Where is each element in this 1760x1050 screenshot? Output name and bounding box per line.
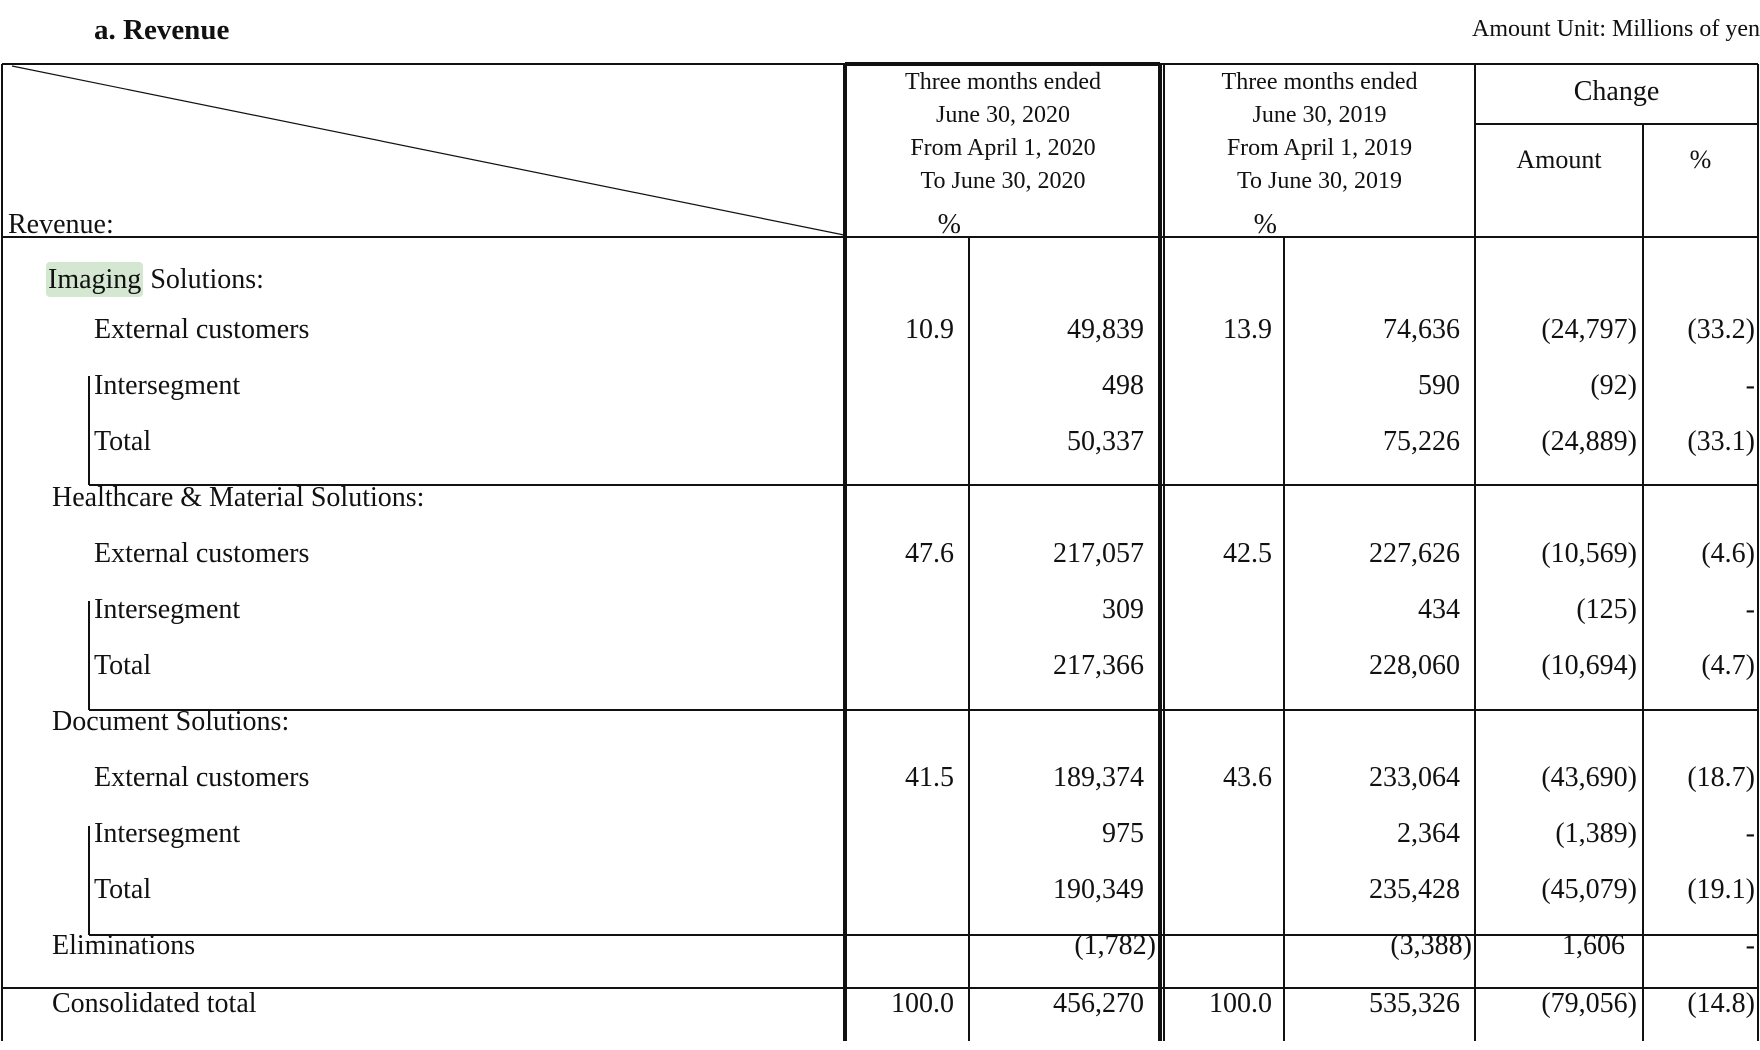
header-period-2020-line1: Three months ended: [905, 69, 1101, 95]
cell-value-2019: 74,636: [1383, 314, 1460, 345]
cell-change-pct: (4.6): [1701, 538, 1755, 569]
row-label-total: Total: [94, 874, 152, 905]
cell-change-pct: -: [1745, 930, 1755, 961]
cell-change-amount: 1,606: [1562, 930, 1625, 961]
row-label-document-solutions: Document Solutions:: [52, 706, 290, 737]
cell-change-pct: (14.8): [1687, 988, 1755, 1019]
cell-change-amount: (45,079): [1541, 874, 1637, 905]
header-change-pct: %: [1689, 145, 1712, 174]
header-period-2019-line1: Three months ended: [1221, 69, 1418, 95]
row-label-intersegment: Intersegment: [94, 818, 241, 849]
row-label-external-customers: External customers: [94, 538, 310, 569]
cell-pct-2020: 47.6: [905, 538, 954, 569]
cell-change-amount: (24,889): [1541, 426, 1637, 457]
cell-value-2020: 456,270: [1053, 988, 1144, 1019]
header-period-2019-line2: June 30, 2019: [1252, 102, 1387, 128]
cell-change-amount: (125): [1576, 594, 1637, 625]
cell-value-2019: 2,364: [1397, 818, 1460, 849]
cell-value-2020: 190,349: [1053, 874, 1144, 905]
cell-value-2020: 49,839: [1067, 314, 1144, 345]
cell-change-amount: (24,797): [1541, 314, 1637, 345]
cell-pct-2019: 43.6: [1223, 762, 1272, 793]
cell-change-pct: (33.2): [1687, 314, 1755, 345]
cell-change-pct: (4.7): [1701, 650, 1755, 681]
cell-change-pct: (19.1): [1687, 874, 1755, 905]
cell-change-pct: -: [1745, 370, 1755, 401]
header-period-2020-line3: From April 1, 2020: [910, 135, 1096, 161]
cell-value-2020: 217,057: [1053, 538, 1144, 569]
cell-value-2019: 434: [1418, 594, 1460, 625]
cell-value-2020: 309: [1102, 594, 1144, 625]
row-label-external-customers: External customers: [94, 314, 310, 345]
header-period-2020-line4: To June 30, 2020: [920, 168, 1086, 194]
row-label-total: Total: [94, 426, 152, 457]
cell-pct-2020: 100.0: [891, 988, 954, 1019]
row-label-intersegment: Intersegment: [94, 370, 241, 401]
cell-value-2020: 498: [1102, 370, 1144, 401]
cell-change-amount: (79,056): [1541, 988, 1637, 1019]
row-label-revenue: Revenue:: [8, 209, 114, 240]
cell-value-2020: (1,782): [1074, 930, 1156, 961]
cell-value-2019: 535,326: [1369, 988, 1460, 1019]
row-label-intersegment: Intersegment: [94, 594, 241, 625]
header-change: Change: [1573, 76, 1660, 107]
revenue-table: [0, 60, 1760, 1041]
header-period-2019-line4: To June 30, 2019: [1237, 168, 1402, 194]
row-label-total: Total: [94, 650, 152, 681]
header-period-2019-line3: From April 1, 2019: [1226, 135, 1413, 161]
cell-change-amount: (43,690): [1541, 762, 1637, 793]
cell-change-amount: (1,389): [1555, 818, 1637, 849]
cell-change-pct: (18.7): [1687, 762, 1755, 793]
cell-value-2019: 75,226: [1383, 426, 1460, 457]
section-title: a. Revenue: [94, 14, 230, 46]
cell-value-2019: 228,060: [1369, 650, 1460, 681]
cell-pct-2019: 100.0: [1209, 988, 1272, 1019]
cell-value-2020: 217,366: [1053, 650, 1144, 681]
row-label-imaging-rest: Solutions:: [143, 264, 264, 295]
cell-value-2019: 227,626: [1369, 538, 1460, 569]
cell-pct-2019: 13.9: [1223, 314, 1272, 345]
row-label-imaging-solutions: [46, 266, 264, 294]
cell-value-2019: 590: [1418, 370, 1460, 401]
cell-value-2020: 189,374: [1053, 762, 1144, 793]
cell-change-pct: -: [1745, 594, 1755, 625]
header-period-2020-line2: June 30, 2020: [936, 102, 1070, 128]
amount-unit-note: Amount Unit: Millions of yen: [1472, 16, 1760, 42]
cell-value-2019: 233,064: [1369, 762, 1460, 793]
cell-change-amount: (10,694): [1541, 650, 1637, 681]
cell-change-amount: (92): [1590, 370, 1637, 401]
row-label-healthcare-material-solutions: Healthcare & Material Solutions:: [52, 482, 425, 513]
row-label-eliminations: Eliminations: [52, 930, 196, 961]
pct-unit-2019: %: [1253, 209, 1277, 240]
cell-value-2020: 50,337: [1067, 426, 1144, 457]
header-change-amount: Amount: [1516, 145, 1602, 174]
cell-value-2019: 235,428: [1369, 874, 1460, 905]
cell-value-2019: (3,388): [1390, 930, 1472, 961]
pct-unit-2020: %: [937, 209, 961, 240]
row-label-external-customers: External customers: [94, 762, 310, 793]
cell-change-pct: (33.1): [1687, 426, 1755, 457]
cell-change-pct: -: [1745, 818, 1755, 849]
highlighted-text: Imaging: [48, 264, 142, 295]
cell-pct-2020: 41.5: [905, 762, 954, 793]
row-label-consolidated-total: Consolidated total: [52, 988, 257, 1019]
cell-pct-2020: 10.9: [905, 314, 954, 345]
cell-value-2020: 975: [1102, 818, 1144, 849]
cell-change-amount: (10,569): [1541, 538, 1637, 569]
cell-pct-2019: 42.5: [1223, 538, 1272, 569]
